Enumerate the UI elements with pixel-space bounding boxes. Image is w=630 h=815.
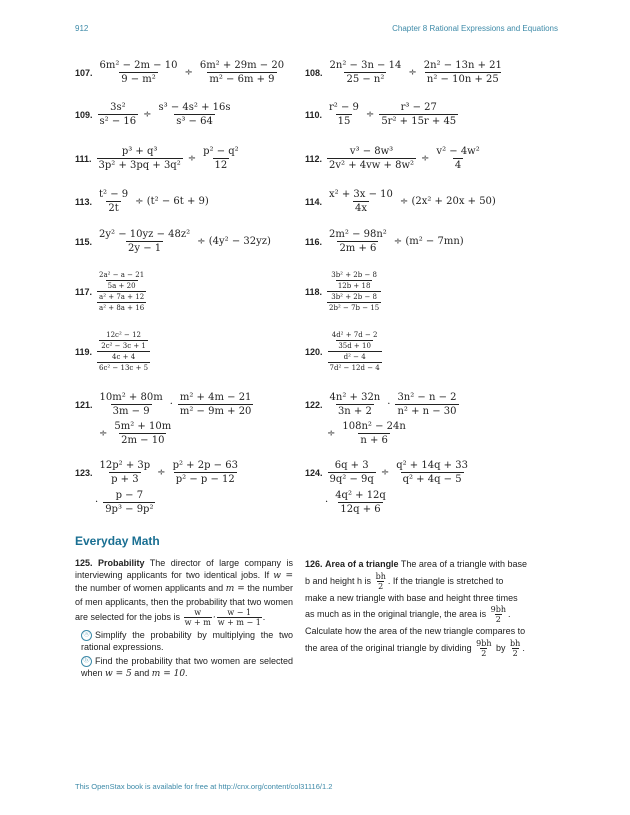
problem-number: 107. [75, 67, 93, 78]
problem-124: 124. $\frac{6q + 3}{\text{9q² − 9q}}$ ÷ $\frac{\text{q² + 14q + 33}}{\text{q² + 4q − 5}}$ [305, 460, 468, 485]
part-a: ⓐ Simplify the probability by multiplying the two rational expressions. [81, 629, 293, 653]
problem-121: 121. $\frac{\text{10m² + 80m}}{3m - 9}$ · $\frac{\text{m² + 4m − 21}}{\text{m² − 9m + 20}}$ [75, 392, 252, 417]
problem-113: 113. $\frac{\text{t² − 9}}{2t}$ ÷ (t² − 6t + 9) [75, 189, 209, 214]
problem-109: 109. $\frac{\text{3s²}}{\text{s² − 16}}$ ÷ $\frac{\text{s³ − 4s² + 16s}}{\text{s³ − 64}}$ [75, 102, 231, 127]
problem-122-cont: ÷ $\frac{\text{108n² − 24n}}{n + 6}$ [327, 421, 406, 446]
complex-fraction: $\frac{\text{2a² − a − 21}}{5a + 20}$ $\frac{\text{a² + 7a + 12}}{\text{a² + 8a + 16}}$ [99, 271, 145, 312]
problem-117: 117. $\frac{\text{2a² − a − 21}}{5a + 20}$ $\frac{\text{a² + 7a + 12}}{\text{a² + 8a + 16}}$ [75, 271, 148, 312]
problem-118: 118. $\frac{\text{3b² + 2b − 8}}{12b + 18}$ $\frac{\text{3b² + 2b − 8}}{\text{2b² − 7b − 15}}$ [305, 271, 380, 312]
problem-114: 114. $\frac{\text{x² + 3x − 10}}{4x}$ ÷ (2x² + 20x + 50) [305, 189, 496, 214]
problem-119: 119. $\frac{\text{12c² − 12}}{\text{2c² − 3c + 1}}$ $\frac{4c + 4}{\text{6c² − 13c + 5}}$ [75, 331, 149, 372]
problem-123-cont: · $\frac{p - 7}{\text{9p³ − 9p²}}$ [95, 490, 154, 515]
fraction: $\frac{\text{6m² + 29m − 20}}{\text{m² − 6m + 9}}$ [199, 60, 285, 85]
problem-125: 125. Probability The director of large company is interviewing applicants for two identical jobs. If w = the number of women applicants and m = the number of men applicants, then the probability that two women are selected for the jobs is $\frac{w}{w + m}$ · $\frac{w - 1}{w + m - 1}$ . ⓐ Simplify the probability by multiplying the two rational expressions. ⓑ Find the probability that two women are selected when w = 5 and m = 10. [75, 558, 294, 680]
problem-116: 116. $\frac{\text{2m² − 98n²}}{2m + 6}$ ÷ (m² − 7mn) [305, 229, 464, 254]
problem-126: 126. Area of a triangle The area of a triangle with base b and height h is $\frac{bh}{2}$ . If the triangle is stretched to make a new triangle with base and height three times as much as in the original triangle, the area is $\frac{9bh}{2}$ . Calculate how the area of the new triangle compares to the area of the original triangle by dividing $\frac{9bh}{2}$ by $\frac{bh}{2}$ . [305, 559, 527, 658]
problem-124-cont: · $\frac{\text{4q² + 12q}}{12q + 6}$ [325, 490, 386, 515]
chapter-title: Chapter 8 Rational Expressions and Equations [392, 24, 558, 33]
problem-121-cont: ÷ $\frac{\text{5m² + 10m}}{2m - 10}$ [99, 421, 172, 446]
footer-note: This OpenStax book is available for free at http://cnx.org/content/col31116/1.2 [75, 782, 333, 791]
problem-115: 115. $\frac{\text{2y² − 10yz − 48z²}}{2y - 1}$ ÷ (4y² − 32yz) [75, 229, 271, 254]
page-number: 912 [75, 24, 89, 33]
problem-108: 108. $\frac{\text{2n² − 3n − 14}}{\text{25 − n²}}$ ÷ $\frac{\text{2n² − 13n + 21}}{\text{n² − 10n + 25}}$ [305, 60, 502, 85]
problem-111: 111. $\frac{\text{p³ + q³}}{\text{3p² + 3pq + 3q²}}$ ÷ $\frac{\text{p² − q²}}{12}$ [75, 146, 239, 171]
problem-110: 110. $\frac{\text{r² − 9}}{15}$ ÷ $\frac{\text{r³ − 27}}{\text{5r² + 15r + 45}}$ [305, 102, 457, 127]
problem-107: 107. $\frac{\text{6m² − 2m − 10}}{\text{9 − m²}}$ ÷ $\frac{\text{6m² + 29m − 20}}{\text{m² − 6m + 9}}$ [75, 60, 285, 85]
problem-122: 122. $\frac{\text{4n² + 32n}}{3n + 2}$ · $\frac{\text{3n² − n − 2}}{\text{n² + n − 30}}$ [305, 392, 457, 417]
fraction: $\frac{\text{6m² − 2m − 10}}{\text{9 − m²}}$ [99, 60, 178, 85]
section-title: Everyday Math [75, 534, 160, 548]
problem-112: 112. $\frac{\text{v³ − 8w³}}{\text{2v² + 4vw + 8w²}}$ ÷ $\frac{\text{v² − 4w²}}{4}$ [305, 146, 480, 171]
problem-123: 123. $\frac{\text{12p² + 3p}}{p + 3}$ ÷ $\frac{\text{p² + 2p − 63}}{\text{p² − p − 12}}$ [75, 460, 238, 485]
problem-120: 120. $\frac{\text{4d² + 7d − 2}}{35d + 10}$ $\frac{\text{d² − 4}}{\text{7d² − 12d − 4}}$ [305, 331, 380, 372]
part-b: ⓑ Find the probability that two women are selected when w = 5 and m = 10. [81, 656, 293, 680]
